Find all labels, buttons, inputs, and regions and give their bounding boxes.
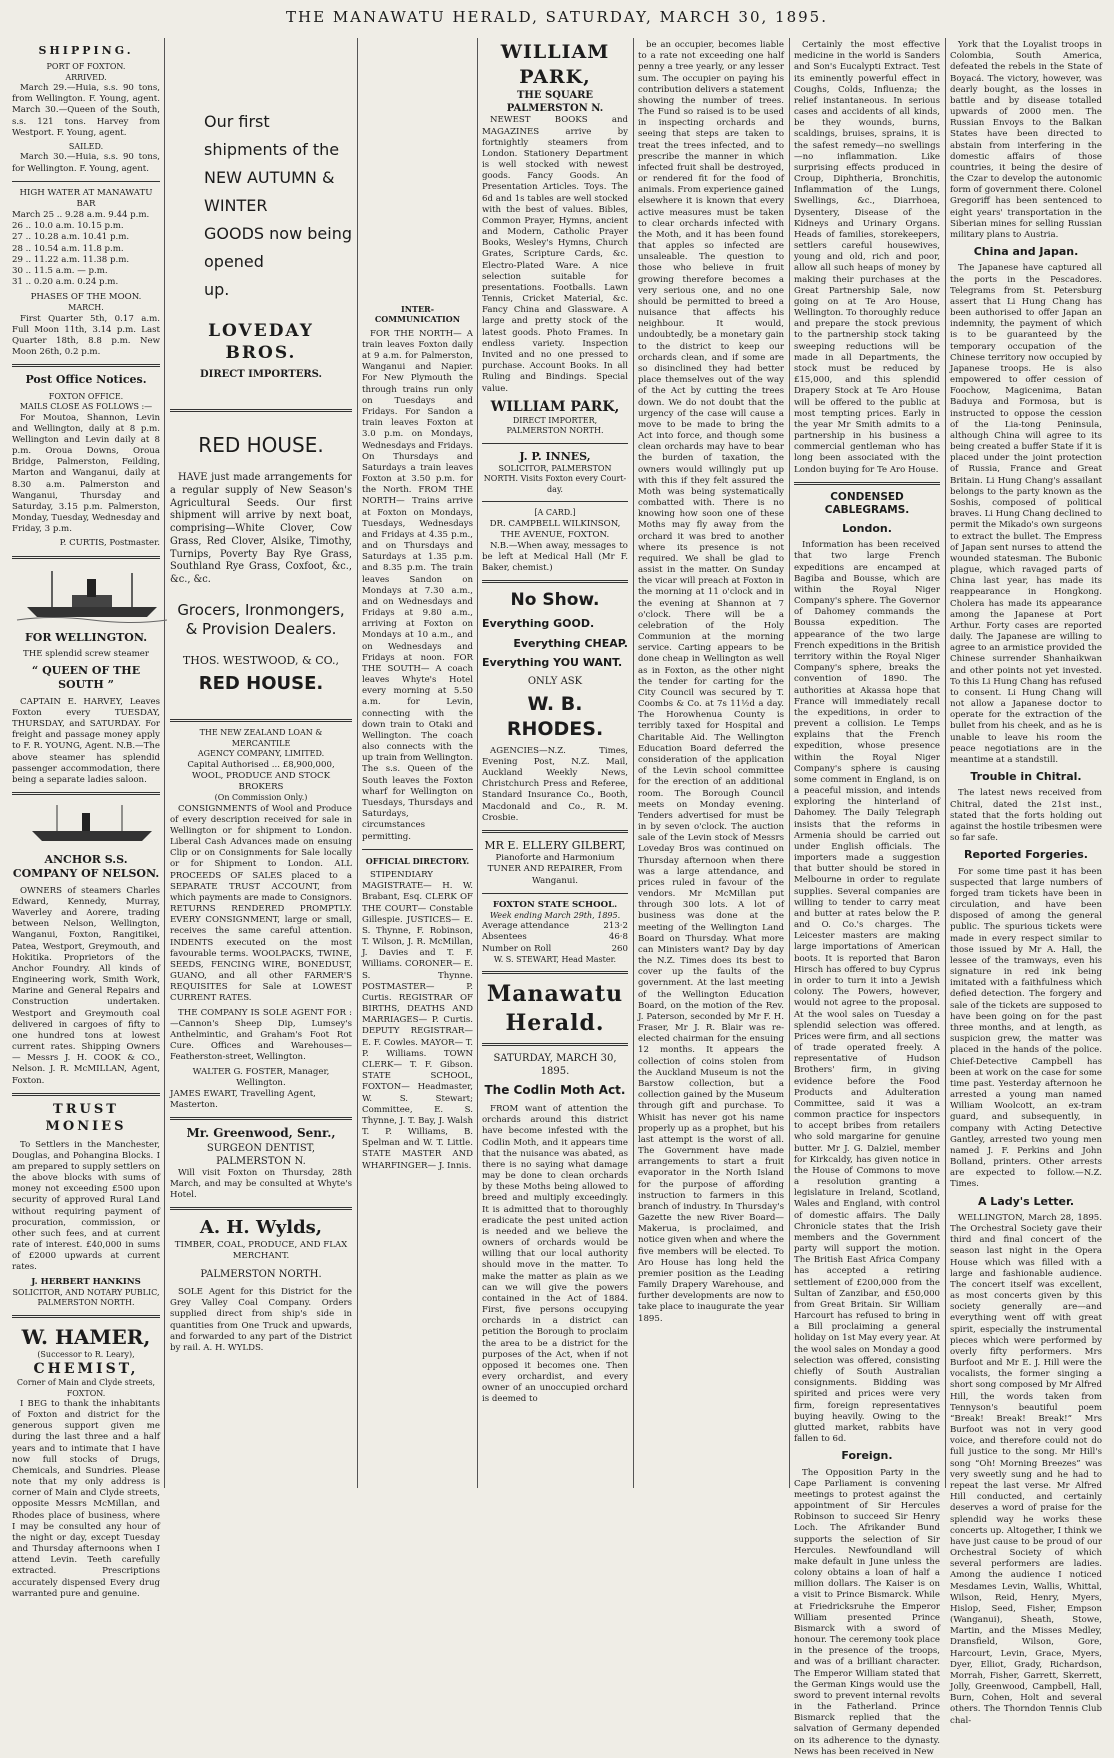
shipping-heading: SHIPPING. xyxy=(38,44,134,57)
grocers-heading: Grocers, Ironmongers, & Provision Dealers. xyxy=(177,600,345,639)
divider xyxy=(482,443,628,444)
loan-heading: THE NEW ZEALAND LOAN & MERCANTILE xyxy=(199,728,323,748)
school-roll-row xyxy=(482,944,628,955)
anchor-text: OWNERS of steamers Charles Edward, Kennedy, Murray, Waverley and Aorere, trading between Nelson, Wellington, Wanganui, Foxton, Rangitikei, Patea, Westport, Greymouth, and Hokitika. Proprietors of the Anchor Foundry. All kinds of Engineering work, Smith Work, Marine and General Repairs and Construction undertaken. Westport and Greymouth coal delivered in cargoes of fifty to one hundred tons at lowest current rates. Shipping Owners — Messrs J. H. COOK & CO., Nelson. J. R. McMILLAN, Agent, Foxton. xyxy=(12,885,160,1086)
hankins-sub: SOLICITOR, AND NOTARY PUBLIC, PALMERSTON NORTH. xyxy=(12,1287,160,1308)
wilkinson-name: DR. CAMPBELL WILKINSON, THE AVENUE, FOXTON. xyxy=(489,518,621,540)
wylds-text: SOLE Agent for this District for the Grey Valley Coal Company. Orders supplied direct from ship's side in quantities from One Truck and upwards, and forwarded to any part of the District by rail. A. H. WYLDS. xyxy=(170,1287,352,1353)
school-heading: FOXTON STATE SCHOOL. xyxy=(492,899,618,910)
red-house-title: RED HOUSE. xyxy=(198,433,324,458)
school-week: Week ending March 29th, 1895. xyxy=(489,910,621,920)
chemist-heading: CHEMIST, xyxy=(33,1360,139,1377)
absentees-label: Absentees xyxy=(482,932,527,943)
loan-capital: Capital Authorised ... £8,900,000, xyxy=(187,759,335,770)
hamer-address: Corner of Main and Clyde streets, FOXTON. xyxy=(16,1378,156,1398)
moon-heading: PHASES OF THE MOON. xyxy=(30,292,142,303)
post-office-heading: Post Office Notices. xyxy=(25,373,147,387)
tide-row: 29 .. 11.22 a.m. 11.38 p.m. xyxy=(12,254,130,265)
divider xyxy=(482,971,628,974)
palmerston-heading: PALMERSTON NORTH. xyxy=(200,1269,322,1281)
divider xyxy=(12,1093,160,1096)
roll-label: Number on Roll xyxy=(482,943,552,954)
spacer xyxy=(170,40,352,108)
london-heading: London. xyxy=(842,521,892,535)
loan-text: CONSIGNMENTS of Wool and Produce of every description received for sale in Wellington or for shipment to London. Liberal Cash Advances made on ensuing Clip or on Consignments for Sale locally or for Shipment to London. ALL PROCEEDS OF SALES placed to a SEPARATE TRUST ACCOUNT, from which payments are made to Consignors. RETURNS RENDERED PROMPTLY. EVERY CONSIGNMENT, large or small, receives the same careful attention. INDENTS executed on the most favourable terms. WOOLPACKS, TWINE, SEEDS, FENCING WIRE, BONEDUST, GUANO, and all other FARMER'S REQUISITES for Sale at LOWEST CURRENT RATES. xyxy=(170,803,352,1004)
port-label: PORT OF FOXTON. xyxy=(46,62,126,72)
card-label: [A CARD.] xyxy=(534,508,576,518)
article-text: be an occupier, becomes liable to a rate not exceeding one half penny a tree yearly, or any lesser sum. The occupier on paying his contribution delivers a statement showing the number of trees. The Fund so raised is to be used in inspecting orchards and seeing that steps are taken to treat the trees infected, and to prescribe the manner in which infected fruit shall be destroyed, or rendered fit for the food of animals. From experience gained elsewhere it is known that every active measures must be taken to clear orchards infected with the Moth, and it has been found that apples so infected are unsaleable. The question to those who believe in fruit growing therefore becomes a very serious one, and no one should be permitted to breed a nuisance that affects his neighbour. It would, undoubtedly, be a monetary gain to the district to keep our orchards clean, and if some are so disinclined they had better place themselves out of the way of the Act by cutting the trees down. We do not doubt that the urgency of the case will cause a move to be made to bring the Act into force, and though some clean orchards may have to bear the burden of taxation, the owners would willingly put up with this if they felt assured the Moth was being systematically combatted with. There is no knowing how soon one of these Moths may fly away from the orchard it was bred to another where its presence is not required. We shall be glad to assist in the matter. On Sunday the vicar will preach at Foxton in the morning at 11 o'clock and in the evening at Shannon at 7 o'clock. There will be a celebration of the Holy Communion at the morning service. Carting appears to be done cheap in Wellington as well as in Foxton, as the other night the tender for carting for the City Council was secured by T. Coombs & Co. at 7s 11½d a day. The Horowhenua County is terribly taxed for Hospital and Charitable Aid. The Wellington Education Board deferred the consideration of the application of the Levin school committee for the erection of an additional room. The Borough Council meets on Monday evening. Tenders advertised for must be in by seven o'clock. The auction sale of the Levin stock of Messrs Loveday Bros was continued on Thursday afternoon when there was a large attendance, and prices ruled in favour of the vendors. Mr McMillan put through 300 lots. A lot of business was done at the meeting of the Wellington Land Board on Thursday. What more can Ministers want? Day by day the N.Z. Times does its best to cover up the faults of the government. At the last meeting of the Wellington Education Board, on the motion of the Rev. J. Paterson, seconded by Mr F. H. Fraser, Mr J. R. Blair was re-elected chairman for the ensuing 12 months. It appears the collection of coins stolen from the Auckland Museum is not the Barstow collection, but a collection gained by the Museum through gift and purchase. To Whisit has never got his name properly up as a prophet, but his last attempt is the worst of all. The Government have made arrangements to start a fruit evaporator in the North Island for the purpose of affording instruction to farmers in this branch of industry. In Thursday's Gazette the new River Board—Makerua, is proclaimed, and notice given when and where the five members will be elected. To Aro House has long held the premier position as the Leading Family Drapery Warehouse, and further developments are now to take place to inaugurate the year 1895. xyxy=(638,40,784,1324)
anchor-heading: ANCHOR S.S. COMPANY OF NELSON. xyxy=(12,853,160,881)
school-attendance-row xyxy=(482,921,628,932)
only-ask: ONLY ASK xyxy=(527,676,583,688)
column-rule xyxy=(477,38,478,1488)
park-footer-name: WILLIAM PARK, xyxy=(490,398,620,415)
loveday-advert xyxy=(170,108,352,304)
column-2 xyxy=(170,40,352,1486)
tide-row: 26 .. 10.0 a.m. 10.15 p.m. xyxy=(12,221,124,232)
divider xyxy=(12,556,160,559)
loan-commission: (On Commission Only.) xyxy=(214,793,308,803)
forgeries-text: For some time past it has been suspected that large numbers of forged tram tickets have been in circulation, and have been disposed of among the general public. The spurious tickets were made in every respect similar to those issued by Mr A. Hall, the lessee of the tramways, even his signature in red ink being imitated with a faithfulness which defied detection. The forgery and sale of the tickets are supposed to have been going on for the past three months, and at length, as suspicion grew, the matter was placed in the hands of the police. Chief-Detective Campbell has been at work on the case for some time past. Yesterday afternoon he arrested a young man named William Woolcott, an ex-tram guard, and subsequently, in company with Acting Detective Gantley, arrested two young men named J. F. Perkins and John Bolland, printers. Other arrests are expected to follow.—N.Z. Times. xyxy=(950,866,1102,1190)
wilkinson-text: N.B.—When away, messages to be left at Medical Hall (Mr F. Baker, chemist.) xyxy=(482,540,628,574)
red-house-text: HAVE just made arrangements for a regular supply of New Season's Agricultural Seeds. Our first shipment will arrive by next boat, comprising—White Clover, Cow Grass, Red Clover, Alsike, Timothy, Turnips, Poverty Bay Rye Grass, Southland Rye Grass, Coxfoot, &c., &c., &c. xyxy=(170,472,352,586)
school-absentees-row xyxy=(482,932,628,943)
tide-row: 28 .. 10.54 a.m. 11.8 p.m. xyxy=(12,243,124,254)
moon-month: MARCH. xyxy=(68,303,104,313)
rhodes-agencies: AGENCIES—N.Z. Times, Evening Post, N.Z. Mail, Auckland Weekly News, Christchurch Press and Referee, Standard Insurance Co., Booth, Macdonald and Co., R. M. Crosbie. xyxy=(482,745,628,823)
foreign-text: The Opposition Party in the Cape Parliament is convening meetings to protest against the appointment of Sir Hercules Robinson to succeed Sir Henry Loch. The Afrikander Bund supports the selection of Sir Hercules. Newfoundland will make default in June unless the colony obtains a loan of half a million dollars. The Kaiser is on a visit to Prince Bismarck. While at Friedricksruhe the Emperor William presented Prince Bismarck with a sword of honour. The ceremony took place in the presence of the troops, and was of a brilliant character. The Emperor William stated that the German Kings would use the sword to prevent internal revolts in the Fatherland. Prince Bismarck replied that the salvation of Germany depended on its adherence to the dynasty. News has been received in New xyxy=(794,1467,940,1757)
divider xyxy=(170,1117,352,1120)
china-text: The Japanese have captured all the ports in the Pescadores. Telegrams from St. Petersburg assert that Li Hung Chang has been authorised to offer Japan an indemnity, the payment of which is to be guaranteed by the temporary occupation of the Chinese territory now occupied by Japanese troops. He is also empowered to offer cession of Foochow, Magicenima, Batan Baduya and Formosa, but is instructed to oppose the cession of the Lia-tong Peninsula, although China will agree to its being created a buffer State if it is placed under the joint protection of Russia, France and Great Britain. Li Hung Chang's assailant belongs to the party known as the Soshis, composed of political braves. Li Hung Chang declined to permit the Mikado's own surgeons to extract the bullet. The Empress of Japan sent nurses to attend the wounded statesman. The Bubonic plague, which ravaged parts of China last year, has made its reappearance in Hongkong. Cholera has made its appearance among the Japanese at Port Arthur. Forty cases are reported daily. The Japanese are willing to agree to an armistice provided the Chinese surrender Shanhaikwan and other points not yet invested. To this Li Hung Chang has refused to consent. Li Hung Chang will not allow a Japanese doctor to operate for the extraction of the bullet from his cheek, and as he is unable to leave his room the peace negotiations are in the meantime at a standstill. xyxy=(950,263,1102,765)
divider xyxy=(12,1315,160,1318)
divider xyxy=(170,719,352,722)
absentees-value: 46·8 xyxy=(608,932,628,943)
steamer-name: “ QUEEN OF THE SOUTH ” xyxy=(31,664,141,692)
greenwood-text: Will visit Foxton on Thursday, 28th March, and may be consulted at Whyte's Hotel. xyxy=(170,1167,352,1201)
tide-heading: HIGH WATER AT MANAWATU BAR xyxy=(19,187,153,209)
advert-text: Certainly the most effective medicine in the world is Sanders and Son's Eucalypti Extract. Test its eminently powerful effect in Coughs, Colds, Influenza; the relief instantaneous. In serious cases and accidents of all kinds, be they wounds, burns, scaldings, bruises, sprains, it is the safest remedy—no swellings—no inflammation. Like surprising effects produced in Croup, Diphtheria, Bronchitis, Inflammation of the Lungs, Swellings, &c., Diarrhoea, Dysentery, Disease of the Kidneys and Urinary Organs. Heads of families, storekeepers, settlers careful housewives, young and old, rich and poor, allow all such heaps of money by making their purchases at the Great Partnership Sale, now going on at Te Aro House, Wellington. To thoroughly reduce and prepare the stock previous to the partnership stock taking sweeping reductions will be made in all Departments, the stock must be reduced by £15,000, and this splendid Drapery Stock at Te Aro House will be offered to the public at most tempting prices. Early in the year Mr Smith admits to a partnership in his business a commercial gentleman who has long been associated with the London buying for Te Aro House. xyxy=(794,40,940,475)
steamer-text: CAPTAIN E. HARVEY, Leaves Foxton every TUESDAY, THURSDAY, and SATURDAY. For freight and passage money apply to F. R. YOUNG, Agent. N.B.—The above steamer has splendid passenger accommodation, there being a separate ladies saloon. xyxy=(12,696,160,785)
divider xyxy=(482,501,628,502)
loan-sub: AGENCY COMPANY, LIMITED. xyxy=(197,749,325,759)
inter-communication-heading: INTER-COMMUNICATION xyxy=(374,304,461,325)
column-7 xyxy=(950,40,1102,1726)
tide-row: March 25 .. 9.28 a.m. 9.44 p.m. xyxy=(12,210,150,221)
park-text: NEWEST BOOKS and MAGAZINES arrive by fortnightly steamers from London. Stationery Department is well stocked with newest goods. Fancy Goods. An Presentation Articles. Toys. The 6d and 1s tables are well stocked with the best of values. Bibles, Common Prayer, Hymns, ancient and Modern, Catholic Prayer Books, Wesley's Hymns, Church Grates, Scripture Cards, &c. Electro-Plated Ware. A nice selection suitable for presentations. Footballs. Lawn Tennis, Cricket Material, &c. Fancy China and Glassware. A large and pretty stock of the latest goods. Photo Frames. In endless variety. Inspection Invited and no one pressed to purchase. Account Books. In all Ruling and Bindings. Special value. xyxy=(482,115,628,394)
tide-row: 31 .. 0.20 a.m. 0.24 p.m. xyxy=(12,277,119,288)
loveday-sub: DIRECT IMPORTERS. xyxy=(200,369,322,381)
steamer-intro: THE splendid screw steamer xyxy=(23,648,149,659)
arrived-text: March 29.—Huia, s.s. 90 tons, from Wellington. F. Young, agent. March 30.—Queen of the South, s.s. 121 tons. Harvey from Westport. F. Young, agent. xyxy=(12,83,160,138)
herald-date: SATURDAY, MARCH 30, 1895. xyxy=(493,1053,617,1078)
everything-you-want: Everything YOU WANT. xyxy=(482,656,623,670)
codlin-heading: The Codlin Moth Act. xyxy=(484,1083,626,1098)
column-rule xyxy=(633,38,634,1488)
directory-heading: OFFICIAL DIRECTORY. xyxy=(365,855,470,866)
park-footer-sub: DIRECT IMPORTER, PALMERSTON NORTH. xyxy=(506,415,604,436)
greenwood-sub: SURGEON DENTIST, PALMERSTON N. xyxy=(206,1142,316,1167)
column-4 xyxy=(482,40,628,1486)
divider xyxy=(170,409,352,412)
chitral-heading: Trouble in Chitral. xyxy=(970,770,1082,784)
masthead: THE MANAWATU HERALD, SATURDAY, MARCH 30, 1895. xyxy=(286,8,828,26)
anchor-ship-icon xyxy=(12,801,172,847)
trust-monies-text: To Settlers in the Manchester, Douglas, and Pohangina Blocks. I am prepared to supply settlers on the above blocks with sums of money not exceeding £500 upon security of approved Rural Land without requiring payment of procuration, commission, or other such fees, and at current rate of interest. £40,000 in sums of £2000 upwards at current rates. xyxy=(12,1139,160,1273)
headmaster: W. S. STEWART, Head Master. xyxy=(493,954,617,964)
column-3 xyxy=(362,300,473,1486)
wylds-name: A. H. Wylds, xyxy=(199,1217,323,1239)
divider xyxy=(482,1043,628,1046)
hamer-text: I BEG to thank the inhabitants of Foxton and district for the generous support given me during the last three and a half years and to intimate that I have now full stocks of Drugs, Chemicals, and Sundries. Please note that my only address is corner of Main and Clyde streets, opposite Messrs McMillan, and Rhodes place of business, where I may be consulted any hour of the night or day, except Tuesday and Thursday afternoons when I attend Levin. Teeth carefully extracted. Prescriptions accurately dispensed Every drug warranted pure and genuine. xyxy=(12,1398,160,1599)
letter-heading: A Lady's Letter. xyxy=(977,1194,1075,1208)
no-show-heading: No Show. xyxy=(510,590,600,611)
loan-wool: WOOL, PRODUCE AND STOCK BROKERS xyxy=(191,770,331,792)
sailed-label: SAILED. xyxy=(68,141,104,151)
moon-text: First Quarter 5th, 0.17 a.m. Full Moon 11th, 3.14 p.m. Last Quarter 18th, 8.8 p.m. New Moon 26th, 0.2 p.m. xyxy=(12,313,160,358)
loveday-name: LOVEDAY BROS. xyxy=(208,321,314,364)
loan-agents: THE COMPANY IS SOLE AGENT FOR :—Cannon's Sheep Dip, Lumsey's Anthelmintic, and Graham's Foot Rot Cure. Offices and Warehouses—Featherston-street, Wellington. xyxy=(170,1007,352,1063)
divider xyxy=(482,830,628,833)
foreign-heading: Foreign. xyxy=(841,1449,893,1463)
cablegrams-heading: CONDENSED CABLEGRAMS. xyxy=(824,490,910,517)
divider xyxy=(170,1207,352,1210)
everything-cheap: Everything CHEAP. xyxy=(513,636,628,650)
tide-row: 27 .. 10.28 a.m. 10.41 p.m. xyxy=(12,232,130,243)
red-house-footer: RED HOUSE. xyxy=(198,673,324,695)
innes-sub: SOLICITOR, PALMERSTON NORTH. Visits Foxton every Court-day. xyxy=(483,463,627,494)
everything-good: Everything GOOD. xyxy=(482,617,595,631)
divider xyxy=(12,364,160,367)
mails-text: For Moutoa, Shannon, Levin and Wellington, daily at 8 p.m. Wellington and Levin daily at 8 p.m. Oroua Downs, Oroua Bridge, Palmerston, Feilding, Marton and Wanganui, daily at 8.30 a.m. Palmerston and Wanganui, Thursday and Saturday, 3.15 p.m. Palmerston, Monday, Tuesday, Wednesday and Friday, 3 p.m. xyxy=(12,412,160,535)
divider xyxy=(482,580,628,583)
loveday-line: NEW AUTUMN & WINTER xyxy=(204,168,335,215)
divider xyxy=(482,893,628,894)
column-rule xyxy=(789,38,790,1488)
rhodes-name: W. B. RHODES. xyxy=(506,693,604,741)
steamer-heading: FOR WELLINGTON. xyxy=(24,630,148,644)
postmaster: P. CURTIS, Postmaster. xyxy=(59,538,160,549)
park-name: WILLIAM PARK, xyxy=(500,41,610,88)
tide-row: 30 .. 11.5 a.m. — p.m. xyxy=(12,265,108,276)
westwood-name: THOS. WESTWOOD, & CO., xyxy=(182,653,340,667)
greenwood-name: Mr. Greenwood, Senr., xyxy=(186,1126,336,1141)
wylds-sub: TIMBER, COAL, PRODUCE, AND FLAX MERCHANT. xyxy=(174,1239,348,1261)
column-rule xyxy=(945,38,946,1488)
divider xyxy=(794,482,940,485)
forgeries-heading: Reported Forgeries. xyxy=(964,848,1088,862)
divider xyxy=(12,181,160,182)
innes-name: J. P. INNES, xyxy=(519,449,591,463)
column-6 xyxy=(794,40,940,1757)
letter-text: WELLINGTON, March 28, 1895. The Orchestral Society gave their third and final concert of the season last night in the Opera House which was filled with a large and fashionable audience. The concert itself was excellent, as most concerts given by this society generally are—and everything went off with great spirit, especially the instrumental pieces which were performed by overly fifty performers. Mrs Burfoot and Mr E. J. Hill were the vocalists, the former singing a short song composed by Mr Alfred Hill, the words taken from Tennyson's beautiful poem “Break! Break! Break!” Mrs Burfoot was not in very good voice, and therefore could not do full justice to the song. Mr Hill's song “Oh! Morning Breezes” was very sweetly sung and he had to repeat the last verse. Mr Alfred Hill conducted, and certainly deserves a word of praise for the splendid way he works these concerts up. Altogether, I think we have just cause to be proud of our Orchestral Society of which several performers are ladies. Among the audience I noticed Mesdames Levin, Wallis, Whittal, Wilson, Reid, Henry, Myers, Hislop, Seed, Fisher, Empson (Wanganui), Sheath, Stowe, Martin, and the Misses Medley, Dransfield, Wilson, Gore, Harcourt, Levin, Grace, Myers, Dyer, Elliot, Grady, Richardson, Morrah, Fisher, Garrett, Skerrett, Jolly, Greenwood, Campbell, Hall, Burn, Cohen, Holt and several others. The Thorndon Tennis Club chal- xyxy=(950,1212,1102,1726)
hamer-name: W. HAMER, xyxy=(21,1324,151,1349)
gilbert-name: MR E. ELLERY GILBERT, xyxy=(484,838,626,852)
loveday-line: up. xyxy=(204,280,230,299)
divider xyxy=(362,849,473,850)
inter-communication-text: FOR THE NORTH— A train leaves Foxton daily at 9 a.m. for Palmerston, Wanganui and Napier. For New Plymouth the through trains run only on Tuesdays and Fridays. For Sandon a train leaves Foxton at 3.0 p.m. on Mondays, Wednesdays and Fridays. On Thursdays and Saturdays a train leaves Foxton at 3.50 p.m. for the North. FROM THE NORTH— Trains arrive at Foxton on Mondays, Tuesdays, Wednesdays and Fridays at 4.35 p.m., and on Thursdays and Saturdays at 1.35 p.m. and 8.35 p.m. The train leaves Sandon on Mondays at 7.30 a.m., and on Wednesdays and Fridays at 9.80 a.m., arriving at Foxton on Mondays at 10 a.m., and on Wednesdays and Fridays at noon. FOR THE SOUTH— A coach leaves Whyte's Hotel every morning at 5.50 a.m. for Levin, connecting with the down train to Otaki and Wellington. The coach also connects with the up train from Wellington. The s.s. Queen of the South leaves the Foxton wharf for Wellington on Tuesdays, Thursdays and Saturdays, circumstances permitting. xyxy=(362,328,473,842)
trust-monies-heading: TRUST MONIES xyxy=(45,1101,127,1134)
foster-name: WALTER G. FOSTER, Manager, Wellington. xyxy=(192,1066,330,1088)
arrived-label: ARRIVED. xyxy=(65,72,107,82)
post-office-label: FOXTON OFFICE. xyxy=(48,391,124,401)
mails-heading: MAILS CLOSE AS FOLLOWS :— xyxy=(19,402,153,412)
column-5 xyxy=(638,40,784,1486)
column-rule xyxy=(357,38,358,1488)
sailed-text: March 30.—Huia, s.s. 90 tons, for Wellington. F. Young, agent. xyxy=(12,152,160,174)
gilbert-sub: Pianoforte and Harmonium TUNER AND REPAIRER, From Wanganui. xyxy=(487,853,623,886)
loveday-line: Our first shipments of the xyxy=(204,112,340,159)
attendance-label: Average attendance xyxy=(482,921,570,932)
column-rule xyxy=(164,38,165,1488)
hankins-name: J. HERBERT HANKINS xyxy=(31,1276,141,1287)
roll-value: 260 xyxy=(611,943,628,954)
loveday-line: GOODS now being opened xyxy=(204,224,352,271)
ewart-name: JAMES EWART, Travelling Agent, Masterton. xyxy=(170,1088,316,1111)
london-text: Information has been received that two large French expeditions are encamped at Bagiba and Bousse, which are within the Royal Niger Company's sphere. The Governor of Dahomey commands the Boussa expedition. The appearance of the two large French expeditions in the British territory within the Royal Niger Company's sphere, breaks the convention of 1890. The authorities at Akassa hope that France will immediately recall the expeditions, in order to prevent a collision. Le Temps explains that the French expedition, whose presence within the Royal Niger Company's sphere is causing some comment in England, is on a peaceful mission, and intends exploring the hinterland of Dahomey. The Daily Telegraph insists that the reforms in Armenia should be carried out under English officials. The importers made a suggestion that butter should be stored in Melbourne in order to regulate supplies. Several companies are willing to tender to carry meat and butter at rates below the P. and O. Co.'s charges. The Leicester masters are making large importations of American boots. It is reported that Baron Hirsch has offered to buy Cyprus in order to turn it into a Jewish colony. The Powers, however, would not agree to the proposal. At the wool sales on Tuesday a splendid selection was offered. Prices were firm, and all sections of trade operated freely. A representative of Hudson Brothers' firm, in giving evidence before the Food Products and Adulteration Committee, said it was a common practice for inspectors to accept bribes from retailers who sold margarine for genuine butter. Mr J. G. Dalziel, member for Kirkcaldy, has given notice in the House of Commons to move a resolution granting a legislature in Ireland, Scotland, Wales and England, with control of domestic affairs. The Daily Chronicle states that the Irish members and the Government party will support the motion. The British East Africa Company has accepted a retiring settlement of £200,000 from the Sultan of Zanzibar, and £50,000 from Great Britain. Sir William Harcourt has refused to bring in a Bill proclaiming a general holiday on 1st May every year. At the wool sales on Monday a good selection was offered, consisting chiefly of South Australian consignments. Bidding was spirited and prices were very firm, foreign representatives buying heavily. Owing to the glutted market, rabbits have fallen to 6d. xyxy=(794,540,940,1445)
steamer-icon xyxy=(12,565,172,625)
chitral-text: The latest news received from Chitral, dated the 21st inst., stated that the forts holding out against the hostile tribesmen were so far safe. xyxy=(950,788,1102,844)
herald-title: Manawatu Herald. xyxy=(486,981,624,1036)
codlin-text: FROM want of attention the orchards around this district have become infested with the Codlin Moth, and it appears time that the nuisance was abated, as there is no saying what damage may be done to clean orchards by these Moths being allowed to breed and multiply exceedingly. It is admitted that to thoroughly eradicate the pest united action is needed and we believe the owners of orchards would be willing that our local authority should move in the matter. To make the matter as plain as we can we will give the powers contained in the Act of 1884. First, five persons occupying orchards in a district can petition the Borough to proclaim the area to be a district for the purposes of the Act, when if not opposed it becomes one. Then every orchardist, and every owner of an unoccupied orchard is deemed to xyxy=(482,1103,628,1405)
china-heading: China and Japan. xyxy=(973,245,1079,259)
directory-text: STIPENDIARY MAGISTRATE— H. W. Brabant, Esq. CLERK OF THE COURT— Constable Gillespie. JUSTICES— E. S. Thynne, F. Robinson, T. Wilson, J. R. McMillan, J. Davies and T. F. Williams. CORONER— E. S. Thynne. POSTMASTER— P. Curtis. REGISTRAR OF BIRTHS, DEATHS AND MARRIAGES— P. Curtis. DEPUTY REGISTRAR— E. F. Cowles. MAYOR— T. P. Williams. TOWN CLERK— T. F. Gibson. STATE SCHOOL, FOXTON— Headmaster, W. S. Stewart; Committee, E. S. Thynne, J. T. Bay, J. Walsh T. P. Williams, B. Spelman and W. T. Little. STATE MASTER AND WHARFINGER— J. Innis. xyxy=(362,870,474,1171)
divider xyxy=(12,792,160,795)
hamer-sub: (Successor to R. Leary), xyxy=(37,1349,135,1359)
park-sub: THE SQUARE PALMERSTON N. xyxy=(506,90,604,115)
column-1 xyxy=(12,40,160,1599)
attendance-value: 213·2 xyxy=(603,921,628,932)
intro-text: York that the Loyalist troops in Colombia, South America, defeated the rebels in the State of Boyacá. The victory, however, was dearly bought, as the losses in battle and by disease totalled upwards of 2000 men. The Russian Envoys to the Balkan States have been directed to abstain from interfering in the domestic affairs of those countries, it being the desire of the Czar to develop the autonomic form of government there. Colonel Gregoriff has been sentenced to eight years' transportation in the Siberian mines for selling Russian military plans to Austria. xyxy=(950,40,1102,240)
